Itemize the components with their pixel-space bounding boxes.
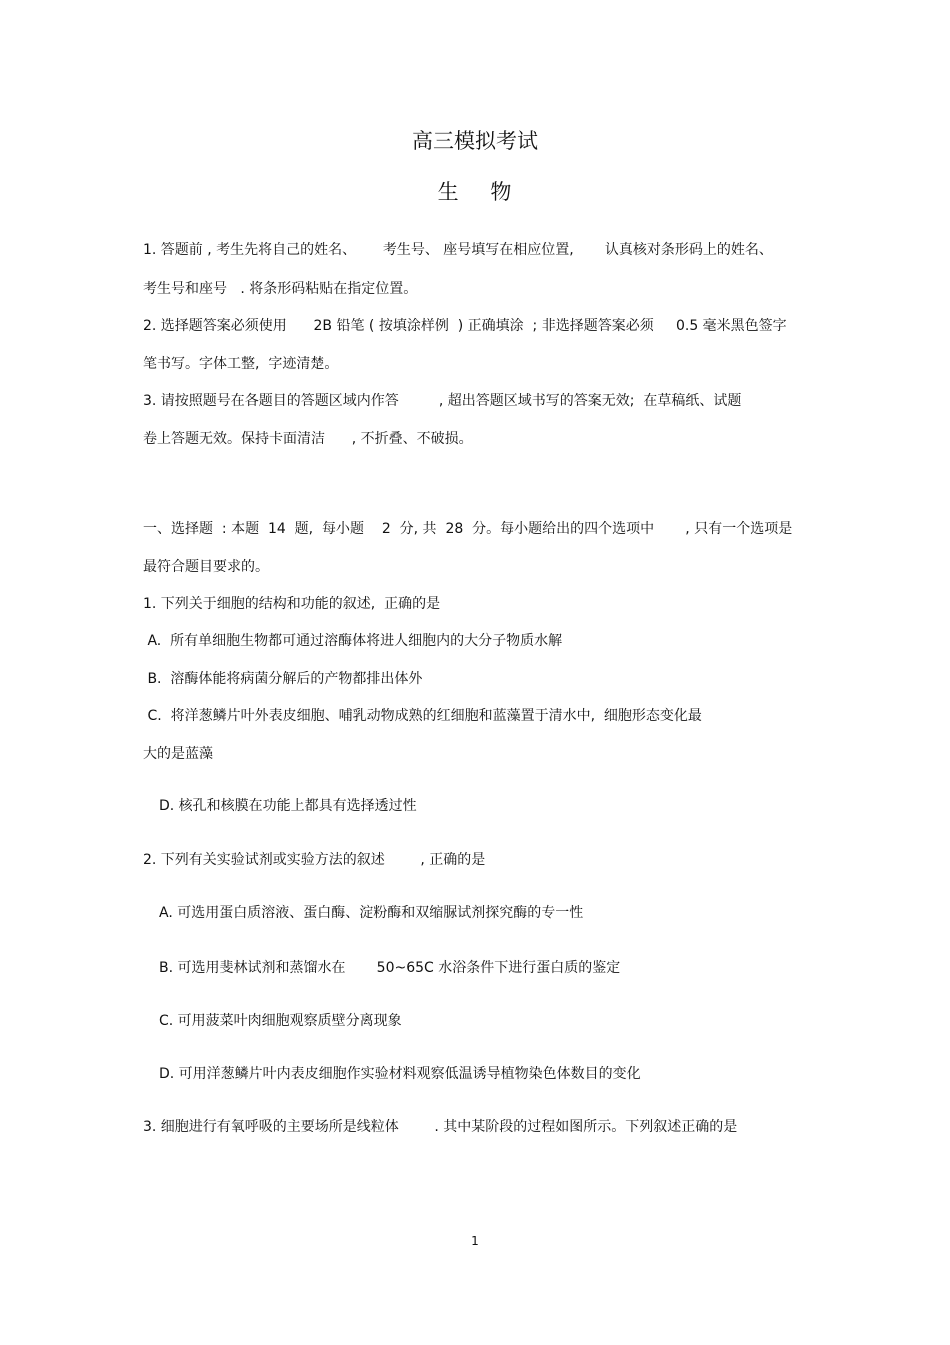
question-stem: 3. 细胞进行有氧呼吸的主要场所是线粒体 . 其中某阶段的过程如图所示。下列叙述正确的是: [143, 1119, 738, 1135]
instruction-line: 2. 选择题答案必须使用 2B 铅笔 ( 按填涂样例 ) 正确填涂 ; 非选择题答案必须 0.5 毫米黑色签字: [143, 318, 787, 334]
option-d: D. 可用洋葱鳞片叶内表皮细胞作实验材料观察低温诱导植物染色体数目的变化: [159, 1066, 641, 1082]
instruction-line: 笔书写。字体工整, 字迹清楚。: [143, 356, 339, 372]
option-c-continued: 大的是蓝藻: [143, 746, 213, 762]
instruction-line: 3. 请按照题号在各题目的答题区域内作答 , 超出答题区域书写的答案无效; 在草稿纸、试题: [143, 393, 742, 409]
page-number: 1: [471, 1234, 479, 1248]
option-a: A. 可选用蛋白质溶液、蛋白酶、淀粉酶和双缩脲试剂探究酶的专一性: [159, 905, 584, 921]
subject-title: 生 物: [437, 180, 513, 204]
question-stem: 1. 下列关于细胞的结构和功能的叙述, 正确的是: [143, 596, 441, 612]
option-b: B. 可选用斐林试剂和蒸馏水在 50~65C 水浴条件下进行蛋白质的鉴定: [159, 960, 621, 976]
question-stem: 2. 下列有关实验试剂或实验方法的叙述 , 正确的是: [143, 852, 486, 868]
section-heading: 最符合题目要求的。: [143, 559, 269, 575]
option-c: C. 可用菠菜叶肉细胞观察质壁分离现象: [159, 1013, 402, 1029]
instruction-line: 考生号和座号 . 将条形码粘贴在指定位置。: [143, 281, 418, 297]
instruction-line: 卷上答题无效。保持卡面清洁 , 不折叠、不破损。: [143, 431, 473, 447]
option-d: D. 核孔和核膜在功能上都具有选择透过性: [159, 798, 417, 814]
instruction-line: 1. 答题前 , 考生先将自己的姓名、 考生号、 座号填写在相应位置, 认真核对条形码上的姓名、: [143, 242, 773, 258]
option-b: B. 溶酶体能将病菌分解后的产物都排出体外: [143, 671, 423, 687]
page-title: 高三模拟考试: [412, 129, 538, 153]
option-a: A. 所有单细胞生物都可通过溶酶体将进人细胞内的大分子物质水解: [143, 633, 563, 649]
option-c: C. 将洋葱鳞片叶外表皮细胞、哺乳动物成熟的红细胞和蓝藻置于清水中, 细胞形态变化最: [143, 708, 702, 724]
section-heading: 一、选择题 : 本题 14 题, 每小题 2 分, 共 28 分。每小题给出的四个选项中 , 只有一个选项是: [143, 521, 793, 537]
